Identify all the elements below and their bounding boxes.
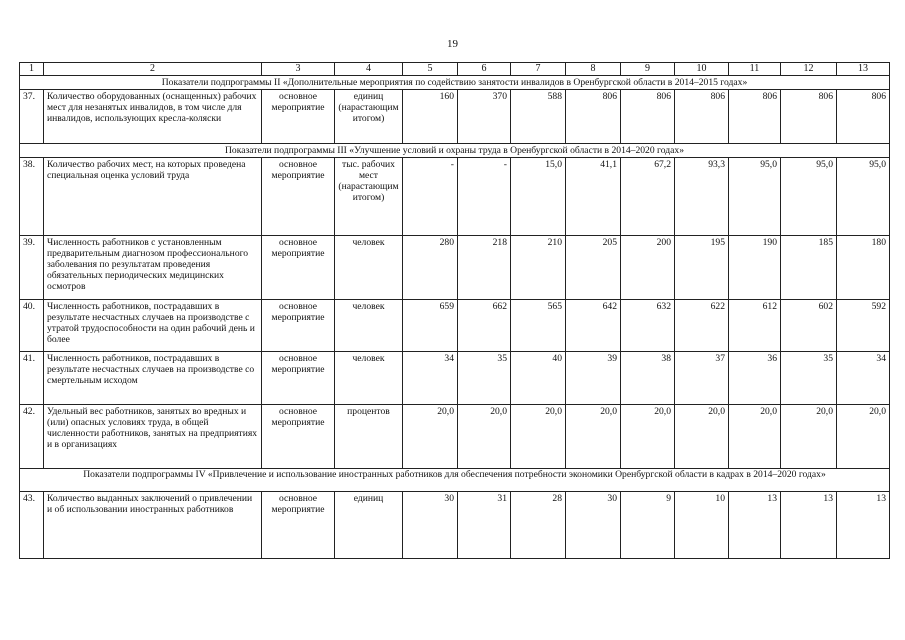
value-cell: 40 (511, 351, 566, 404)
value-cell: 588 (511, 89, 566, 143)
section-title: Показатели подпрограммы II «Дополнительные мероприятия по содействию занятости инвалидов в Оренбургской области в 2014–2015 годах» (20, 75, 890, 89)
value-cell: 95,0 (837, 157, 890, 235)
indicator-name: Численность работников, пострадавших в результате несчастных случаев на производстве с утратой трудоспособности на один рабочий день и более (44, 299, 262, 351)
activity-type: основное мероприятие (262, 491, 335, 558)
value-cell: 659 (403, 299, 458, 351)
indicator-name: Количество выданных заключений о привлечении и об использовании иностранных работников (44, 491, 262, 558)
value-cell: 205 (566, 235, 621, 299)
unit: человек (335, 299, 403, 351)
value-cell: 20,0 (458, 404, 511, 468)
column-number: 1 (20, 63, 44, 76)
value-cell: 20,0 (837, 404, 890, 468)
table-row (20, 157, 890, 235)
value-cell: 38 (621, 351, 675, 404)
value-cell: 15,0 (511, 157, 566, 235)
activity-type: основное мероприятие (262, 299, 335, 351)
row-number: 43. (20, 491, 44, 558)
value-cell: 210 (511, 235, 566, 299)
value-cell: 95,0 (781, 157, 837, 235)
value-cell: 200 (621, 235, 675, 299)
row-number: 37. (20, 89, 44, 143)
unit: процентов (335, 404, 403, 468)
value-cell: 41,1 (566, 157, 621, 235)
value-cell: 662 (458, 299, 511, 351)
value-cell: 806 (675, 89, 729, 143)
value-cell: 20,0 (781, 404, 837, 468)
value-cell: 95,0 (729, 157, 781, 235)
unit: человек (335, 351, 403, 404)
row-number: 42. (20, 404, 44, 468)
activity-type: основное мероприятие (262, 157, 335, 235)
value-cell: 806 (781, 89, 837, 143)
value-cell: 602 (781, 299, 837, 351)
column-number: 5 (403, 63, 458, 76)
value-cell: 10 (675, 491, 729, 558)
column-number: 13 (837, 63, 890, 76)
value-cell: 806 (566, 89, 621, 143)
value-cell: 37 (675, 351, 729, 404)
table-row (20, 351, 890, 404)
value-cell: 180 (837, 235, 890, 299)
value-cell: 30 (403, 491, 458, 558)
section-title: Показатели подпрограммы IV «Привлечение и использование иностранных работников для обеспечения потребности экономики Оренбургской области в кадрах в 2014–2020 годах» (20, 468, 890, 491)
value-cell: 622 (675, 299, 729, 351)
indicator-name: Численность работников с установленным предварительным диагнозом профессионального заболевания по результатам проведения обязательных периодических медицинских осмотров (44, 235, 262, 299)
table-row (20, 491, 890, 558)
column-number: 3 (262, 63, 335, 76)
value-cell: 806 (621, 89, 675, 143)
value-cell: 20,0 (675, 404, 729, 468)
column-number: 12 (781, 63, 837, 76)
value-cell: 67,2 (621, 157, 675, 235)
value-cell: 612 (729, 299, 781, 351)
value-cell: 806 (837, 89, 890, 143)
column-number: 10 (675, 63, 729, 76)
section-title: Показатели подпрограммы III «Улучшение условий и охраны труда в Оренбургской области в 2014–2020 годах» (20, 143, 890, 157)
activity-type: основное мероприятие (262, 404, 335, 468)
unit: единиц (335, 491, 403, 558)
row-number: 39. (20, 235, 44, 299)
indicator-name: Количество рабочих мест, на которых проведена специальная оценка условий труда (44, 157, 262, 235)
indicator-name: Количество оборудованных (оснащенных) рабочих мест для незанятых инвалидов, в том числе для инвалидов, использующих кресла-коляски (44, 89, 262, 143)
table-row (20, 235, 890, 299)
section-row (20, 75, 890, 89)
value-cell: 13 (781, 491, 837, 558)
value-cell: 185 (781, 235, 837, 299)
value-cell: 36 (729, 351, 781, 404)
indicators-table (19, 62, 890, 559)
table-row (20, 89, 890, 143)
value-cell: 632 (621, 299, 675, 351)
value-cell: 34 (837, 351, 890, 404)
column-number: 8 (566, 63, 621, 76)
value-cell: 35 (781, 351, 837, 404)
value-cell: 31 (458, 491, 511, 558)
column-number: 9 (621, 63, 675, 76)
value-cell: 34 (403, 351, 458, 404)
value-cell: 28 (511, 491, 566, 558)
row-number: 41. (20, 351, 44, 404)
activity-type: основное мероприятие (262, 89, 335, 143)
value-cell: 20,0 (729, 404, 781, 468)
column-number: 4 (335, 63, 403, 76)
table-row (20, 404, 890, 468)
value-cell: - (458, 157, 511, 235)
value-cell: 160 (403, 89, 458, 143)
value-cell: 35 (458, 351, 511, 404)
column-number: 2 (44, 63, 262, 76)
row-number: 40. (20, 299, 44, 351)
value-cell: - (403, 157, 458, 235)
value-cell: 20,0 (403, 404, 458, 468)
column-numbers-row (20, 63, 890, 76)
value-cell: 218 (458, 235, 511, 299)
table-row (20, 299, 890, 351)
value-cell: 280 (403, 235, 458, 299)
value-cell: 13 (837, 491, 890, 558)
value-cell: 93,3 (675, 157, 729, 235)
column-number: 6 (458, 63, 511, 76)
indicator-name: Удельный вес работников, занятых во вредных и (или) опасных условиях труда, в общей численности работников, занятых на предприятиях и в организациях (44, 404, 262, 468)
column-number: 11 (729, 63, 781, 76)
value-cell: 370 (458, 89, 511, 143)
activity-type: основное мероприятие (262, 235, 335, 299)
section-row (20, 143, 890, 157)
row-number: 38. (20, 157, 44, 235)
value-cell: 592 (837, 299, 890, 351)
value-cell: 642 (566, 299, 621, 351)
value-cell: 190 (729, 235, 781, 299)
section-row (20, 468, 890, 491)
indicator-name: Численность работников, пострадавших в результате несчастных случаев на производстве со смертельным исходом (44, 351, 262, 404)
value-cell: 565 (511, 299, 566, 351)
unit: человек (335, 235, 403, 299)
unit: тыс. рабочих мест (нарастающим итогом) (335, 157, 403, 235)
value-cell: 20,0 (621, 404, 675, 468)
activity-type: основное мероприятие (262, 351, 335, 404)
value-cell: 20,0 (566, 404, 621, 468)
value-cell: 39 (566, 351, 621, 404)
column-number: 7 (511, 63, 566, 76)
value-cell: 195 (675, 235, 729, 299)
value-cell: 30 (566, 491, 621, 558)
page-number: 19 (447, 38, 458, 50)
value-cell: 20,0 (511, 404, 566, 468)
value-cell: 13 (729, 491, 781, 558)
unit: единиц (нарастающим итогом) (335, 89, 403, 143)
value-cell: 9 (621, 491, 675, 558)
value-cell: 806 (729, 89, 781, 143)
